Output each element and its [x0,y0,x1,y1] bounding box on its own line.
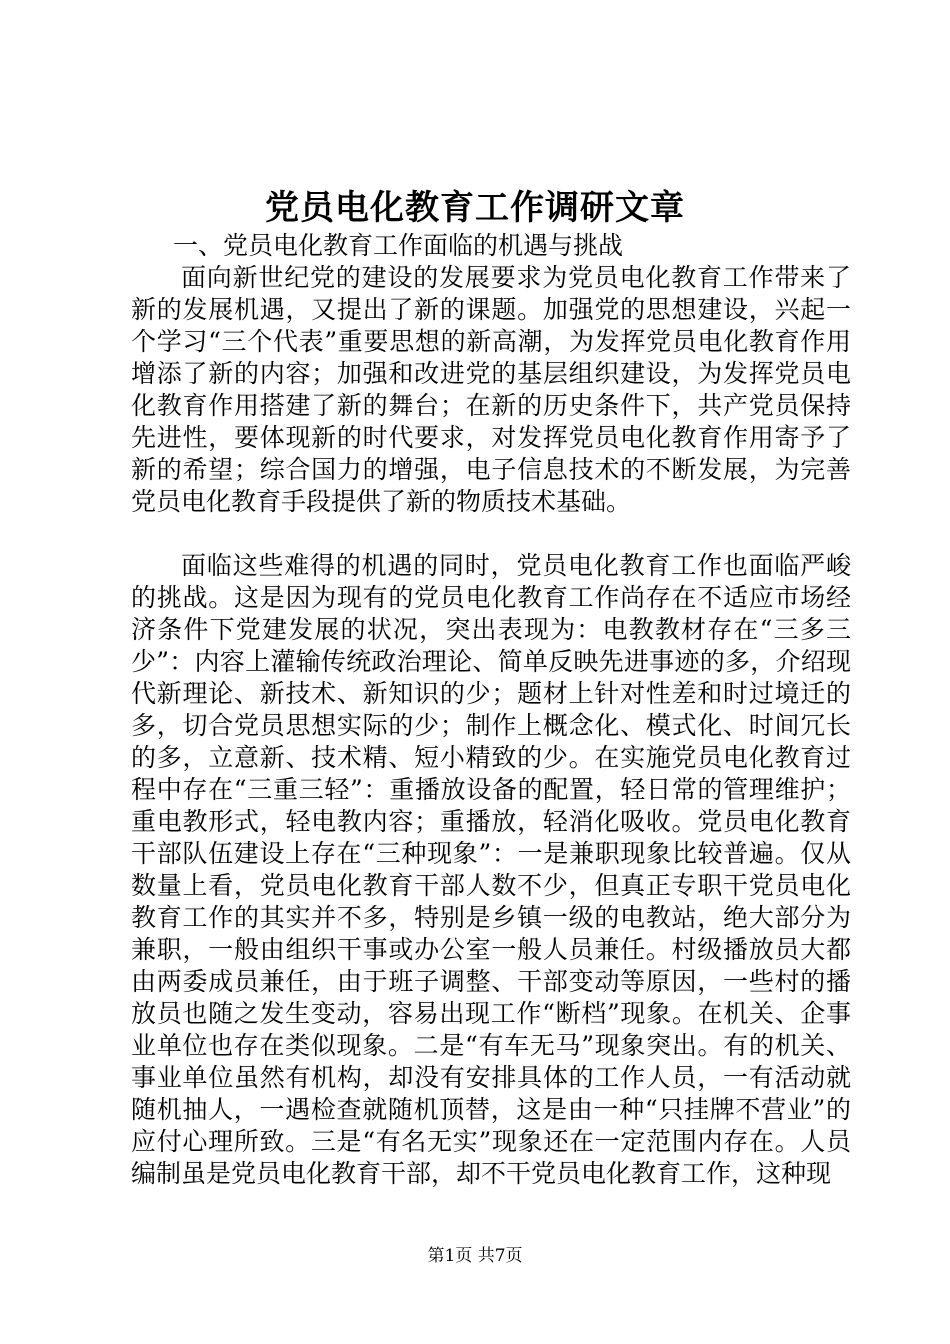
paragraph-2: 面临这些难得的机遇的同时，党员电化教育工作也面临严峻的挑战。这是因为现有的党员电化教育工作尚存在不适应市场经济条件下党建发展的状况，突出表现为：电教教材存在“三多三少”：内容上灌输传统政治理论、简单反映先进事迹的多，介绍现代新理论、新技术、新知识的少；题材上针对性差和时过境迁的多，切合党员思想实际的少；制作上概念化、模式化、时间冗长的多，立意新、技术精、短小精致的少。在实施党员电化教育过程中存在“三重三轻”：重播放设备的配置，轻日常的管理维护；重电教形式，轻电教内容；重播放，轻消化吸收。党员电化教育干部队伍建设上存在“三种现象”：一是兼职现象比较普遍。仅从数量上看，党员电化教育干部人数不少，但真正专职干党员电化教育工作的其实并不多，特别是乡镇一级的电教站，绝大部分为兼职，一般由组织干事或办公室一般人员兼任。村级播放员大都由两委成员兼任，由于班子调整、干部变动等原因，一些村的播放员也随之发生变动，容易出现工作“断档”现象。在机关、企事业单位也存在类似现象。二是“有车无马”现象突出。有的机关、事业单位虽然有机构，却没有安排具体的工作人员，一有活动就随机抽人，一遇检查就随机顶替，这是由一种“只挂牌不营业”的应付心理所致。三是“有名无实”现象还在一定范围内存在。人员编制虽是党员电化教育干部，却不干党员电化教育工作，这种现 [131,551,851,1188]
page-title: 党员电化教育工作调研文章 [265,188,685,228]
page-number: 第1页 共7页 [427,1246,523,1266]
document-body [131,230,851,1190]
section-heading: 一、党员电化教育工作面临的机遇与挑战 [173,231,624,260]
paragraph-1: 面向新世纪党的建设的发展要求为党员电化教育工作带来了新的发展机遇，又提出了新的课题。加强党的思想建设，兴起一个学习“三个代表”重要思想的新高潮，为发挥党员电化教育作用增添了新的内容；加强和改进党的基层组织建设，为发挥党员电化教育作用搭建了新的舞台；在新的历史条件下，共产党员保持先进性，要体现新的时代要求，对发挥党员电化教育作用寄予了新的希望；综合国力的增强，电子信息技术的不断发展，为完善党员电化教育手段提供了新的物质技术基础。 [131,263,851,516]
